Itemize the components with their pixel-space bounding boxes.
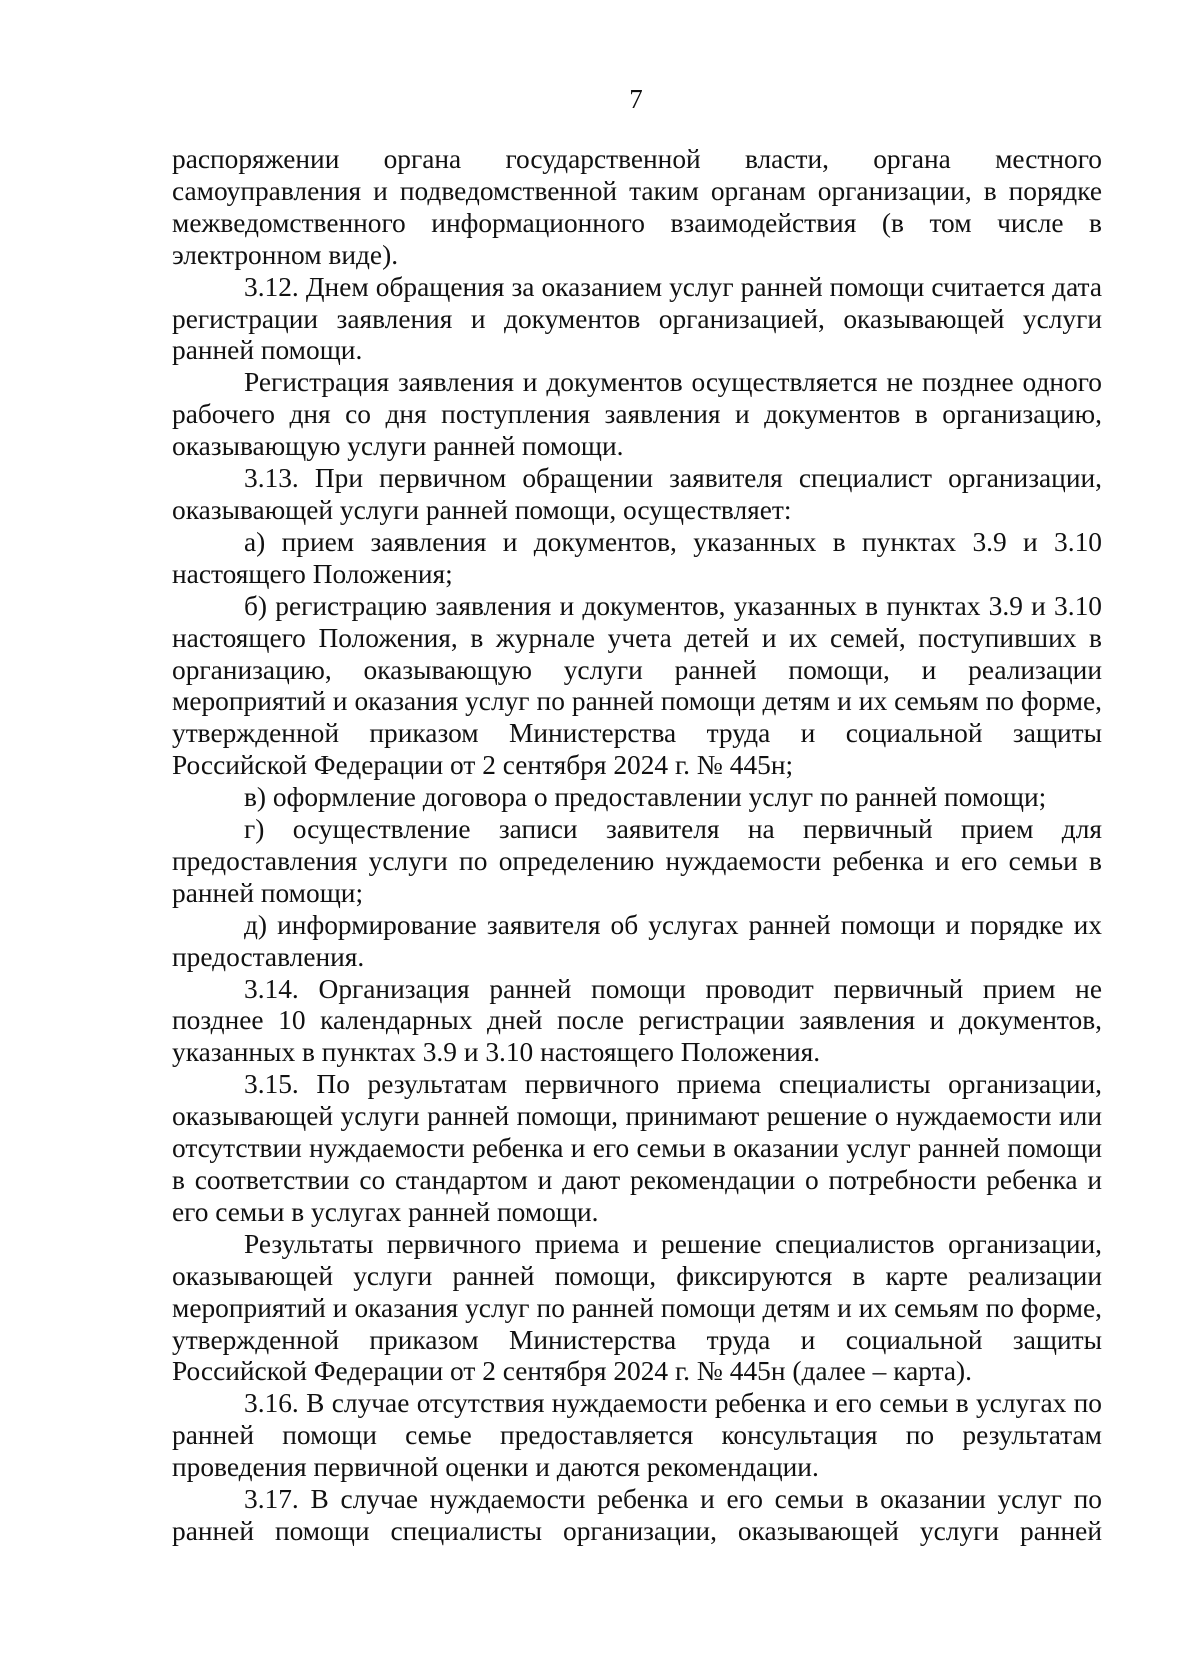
- paragraph-results: Результаты первичного приема и решение специалистов организации, оказывающей услуги ранней помощи, фиксируются в карте реализации мероприятий и оказания услуг по ранней помощи детям и их семьям по форме, утвержденной приказом Министерства труда и социальной защиты Российской Федерации от 2 сентября 2024 г. № 445н (далее – карта).: [172, 1228, 1102, 1387]
- paragraph-3-17: 3.17. В случае нуждаемости ребенка и его семьи в оказании услуг по ранней помощи специалисты организации, оказывающей услуги ранней: [172, 1484, 1102, 1546]
- paragraph-registration: Регистрация заявления и документов осуществляется не позднее одного рабочего дня со дня поступления заявления и документов в организацию, оказывающую услуги ранней помощи.: [172, 367, 1102, 462]
- list-item-d: д) информирование заявителя об услугах ранней помощи и порядке их предоставления.: [172, 909, 1102, 972]
- paragraph-3-16: 3.16. В случае отсутствия нуждаемости ребенка и его семьи в услугах по ранней помощи семье предоставляется консультация по результатам проведения первичной оценки и даются рекомендации.: [172, 1388, 1102, 1483]
- list-item-v: в) оформление договора о предоставлении услуг по ранней помощи;: [244, 782, 1047, 813]
- list-item-a: а) прием заявления и документов, указанных в пунктах 3.9 и 3.10 настоящего Положения;: [172, 526, 1102, 589]
- paragraph-continuation: распоряжении органа государственной власти, органа местного самоуправления и подведомственной таким органам организации, в порядке межведомственного информационного взаимодействия (в том числе в электронном виде).: [172, 144, 1102, 270]
- paragraph-3-13: 3.13. При первичном обращении заявителя специалист организации, оказывающей услуги ранней помощи, осуществляет:: [172, 463, 1102, 525]
- list-item-b: б) регистрацию заявления и документов, указанных в пунктах 3.9 и 3.10 настоящего Положения, в журнале учета детей и их семей, поступивших в организацию, оказывающую услуги ранней помощи, и реализации мероприятий и оказания услуг по ранней помощи детям и их семьям по форме, утвержденной приказом Министерства труда и социальной защиты Российской Федерации от 2 сентября 2024 г. № 445н;: [172, 590, 1102, 781]
- paragraph-3-15: 3.15. По результатам первичного приема специалисты организации, оказывающей услуги ранней помощи, принимают решение о нуждаемости или отсутствии нуждаемости ребенка и его семьи в оказании услуг ранней помощи в соответствии со стандартом и дают рекомендации о потребности ребенка и его семьи в услугах ранней помощи.: [172, 1069, 1102, 1227]
- list-item-g: г) осуществление записи заявителя на первичный прием для предоставления услуги по определению нуждаемости ребенка и его семьи в ранней помощи;: [172, 814, 1102, 908]
- document-body: [172, 144, 1102, 1548]
- page-number: 7: [629, 84, 643, 114]
- paragraph-3-12: 3.12. Днем обращения за оказанием услуг ранней помощи считается дата регистрации заявления и документов организацией, оказывающей услуги ранней помощи.: [172, 271, 1102, 366]
- paragraph-3-14: 3.14. Организация ранней помощи проводит первичный прием не позднее 10 календарных дней после регистрации заявления и документов, указанных в пунктах 3.9 и 3.10 настоящего Положения.: [172, 973, 1102, 1068]
